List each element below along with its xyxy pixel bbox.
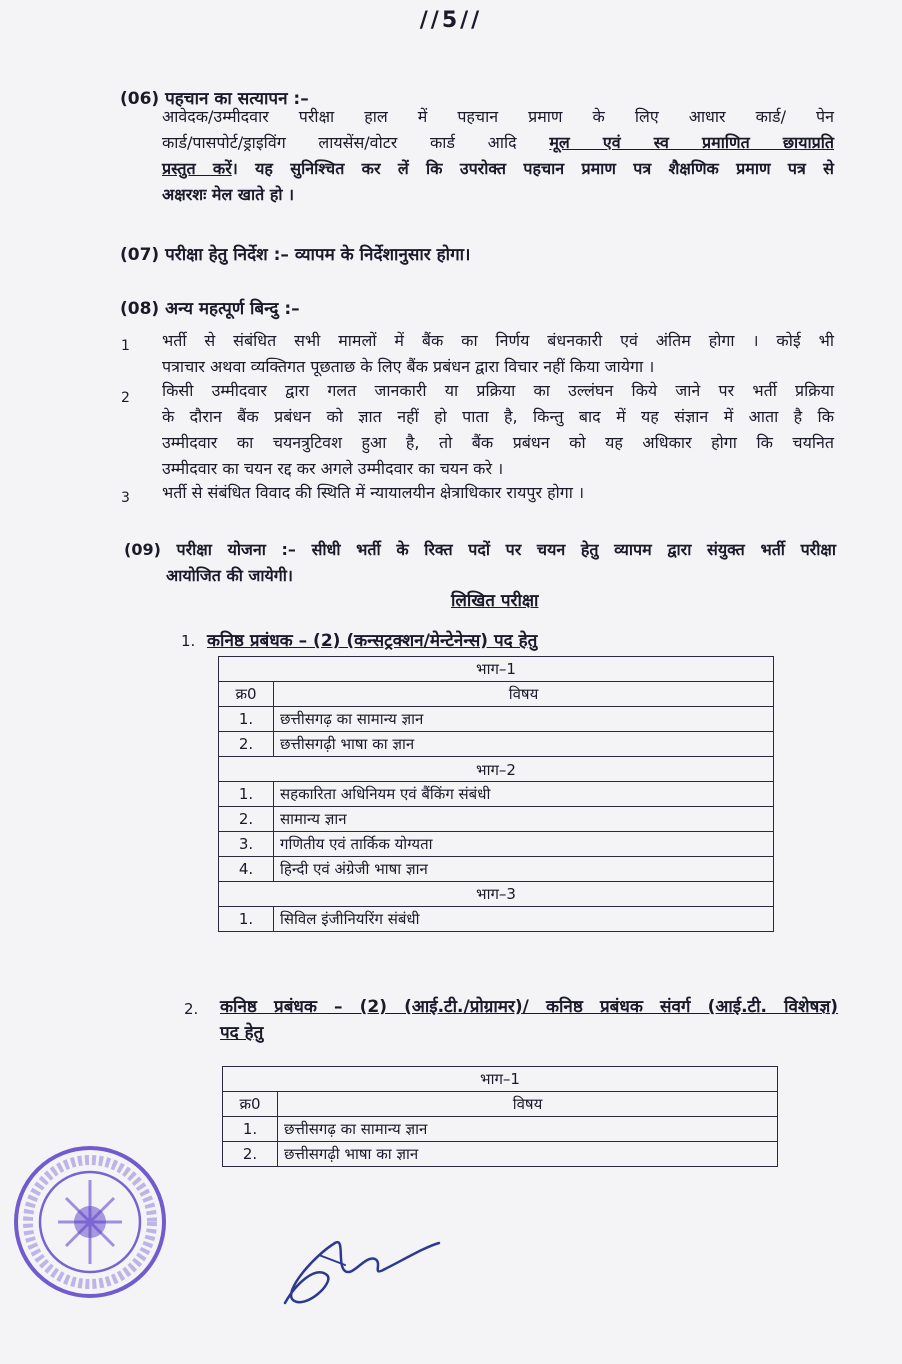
- table-row: [223, 1142, 778, 1167]
- section-06-emphasis: मूल एवं स्व प्रमाणित छायाप्रति: [549, 133, 834, 152]
- point-line: पत्राचार अथवा व्यक्तिगत पूछताछ के लिए बैंक प्रबंधन द्वारा विचार नहीं किया जायेगा ।: [162, 357, 655, 376]
- column-header-subject: विषय: [274, 682, 774, 707]
- section-06-line: [162, 156, 834, 182]
- section-09-heading-cont: आयोजित की जायेगी।: [166, 566, 293, 585]
- point-text: [162, 328, 834, 380]
- point-number: 1: [121, 338, 130, 354]
- table-row: [219, 907, 774, 932]
- section-07-heading: (07) परीक्षा हेतु निर्देश :– व्यापम के निर्देशानुसार होगा।: [120, 245, 471, 265]
- part-header: भाग–1: [219, 657, 774, 682]
- section-06-line: आवेदक/उम्मीदवार परीक्षा हाल में पहचान प्रमाण के लिए आधार कार्ड/ पेन: [162, 107, 834, 126]
- post-number: 1.: [181, 632, 196, 650]
- section-06-body: [162, 104, 834, 208]
- section-06-text: कार्ड/पासपोर्ट/ड्राइविंग लायसेंस/वोटर कार्ड आदि: [162, 133, 550, 152]
- row-subject: हिन्दी एवं अंग्रेजी भाषा ज्ञान: [274, 857, 774, 882]
- post-number: 2.: [184, 1000, 199, 1018]
- row-sno: 2.: [219, 807, 274, 832]
- row-sno: 4.: [219, 857, 274, 882]
- point-number: 3: [121, 490, 130, 506]
- point-line: उम्मीदवार का चयनत्रुटिवश हुआ है, तो बैंक प्रबंधन को यह अधिकार होगा कि चयनित: [162, 433, 834, 452]
- table-row: [219, 832, 774, 857]
- part-header: भाग–2: [219, 757, 774, 782]
- row-subject: गणितीय एवं तार्किक योग्यता: [274, 832, 774, 857]
- written-exam-title: लिखित परीक्षा: [451, 591, 539, 611]
- post-title: कनिष्ठ प्रबंधक – (2) (आई.टी./प्रोग्रामर)/ कनिष्ठ प्रबंधक संवर्ग (आई.टी. विशेषज्ञ): [220, 997, 838, 1017]
- row-sno: 1.: [219, 907, 274, 932]
- row-sno: 1.: [223, 1117, 278, 1142]
- section-08-heading: (08) अन्य महत्पूर्ण बिन्दु :–: [120, 299, 300, 319]
- table-row: [219, 857, 774, 882]
- point-line: भर्ती से संबंधित सभी मामलों में बैंक का निर्णय बंधनकारी एवं अंतिम होगा । कोई भी: [162, 331, 834, 350]
- point-line: किसी उम्मीदवार द्वारा गलत जानकारी या प्रक्रिया का उल्लंघन किये जाने पर भर्ती प्रक्रिया: [162, 381, 834, 400]
- row-sno: 2.: [219, 732, 274, 757]
- table-row: [219, 707, 774, 732]
- table-row: [219, 782, 774, 807]
- bank-seal-stamp: [8, 1140, 173, 1305]
- table-row: [223, 1117, 778, 1142]
- signature: [275, 1225, 445, 1315]
- post1-syllabus-table: [218, 656, 774, 932]
- row-subject: सिविल इंजीनियरिंग संबंधी: [274, 907, 774, 932]
- section-06-line: अक्षरशः मेल खाते हो ।: [162, 185, 295, 204]
- row-subject: छत्तीसगढ़ का सामान्य ज्ञान: [278, 1117, 778, 1142]
- section-06-heading: (06) पहचान का सत्यापन :–: [120, 89, 309, 109]
- column-header-sno: क्र0: [219, 682, 274, 707]
- column-header-subject: विषय: [278, 1092, 778, 1117]
- point-text: [162, 480, 834, 506]
- section-06-text: । यह सुनिश्चित कर लें कि उपरोक्त पहचान प्रमाण पत्र शैक्षणिक प्रमाण पत्र से: [231, 159, 834, 178]
- row-subject: छत्तीसगढ़ी भाषा का ज्ञान: [274, 732, 774, 757]
- table-row: [219, 807, 774, 832]
- section-06-line: [162, 130, 834, 156]
- row-sno: 3.: [219, 832, 274, 857]
- row-subject: छत्तीसगढ़ का सामान्य ज्ञान: [274, 707, 774, 732]
- page-number: //5//: [419, 8, 483, 33]
- part-header: भाग–1: [223, 1067, 778, 1092]
- row-sno: 2.: [223, 1142, 278, 1167]
- section-06-emphasis: प्रस्तुत करें: [162, 159, 232, 178]
- section-09-heading: (09) परीक्षा योजना :– सीधी भर्ती के रिक्त पदों पर चयन हेतु व्यापम द्वारा संयुक्त भर्ती परीक्षा: [124, 540, 836, 559]
- row-subject: सामान्य ज्ञान: [274, 807, 774, 832]
- point-text: [162, 378, 834, 482]
- part-header: भाग–3: [219, 882, 774, 907]
- column-header-sno: क्र0: [223, 1092, 278, 1117]
- table-row: [219, 732, 774, 757]
- post-title-cont: पद हेतु: [220, 1023, 264, 1043]
- point-line: उम्मीदवार का चयन रद्द कर अगले उम्मीदवार का चयन करे ।: [162, 459, 504, 478]
- row-sno: 1.: [219, 782, 274, 807]
- point-line: के दौरान बैंक प्रबंधन को ज्ञात नहीं हो पाता है, किन्तु बाद में यह संज्ञान में आता है कि: [162, 407, 834, 426]
- post2-syllabus-table: [222, 1066, 778, 1167]
- post-title: कनिष्ठ प्रबंधक – (2) (कन्सट्रक्शन/मेन्टेनेन्स) पद हेतु: [207, 631, 538, 651]
- row-subject: सहकारिता अधिनियम एवं बैंकिंग संबंधी: [274, 782, 774, 807]
- row-sno: 1.: [219, 707, 274, 732]
- row-subject: छत्तीसगढ़ी भाषा का ज्ञान: [278, 1142, 778, 1167]
- point-number: 2: [121, 390, 130, 406]
- point-line: भर्ती से संबंधित विवाद की स्थिति में न्यायालयीन क्षेत्राधिकार रायपुर होगा ।: [162, 483, 585, 502]
